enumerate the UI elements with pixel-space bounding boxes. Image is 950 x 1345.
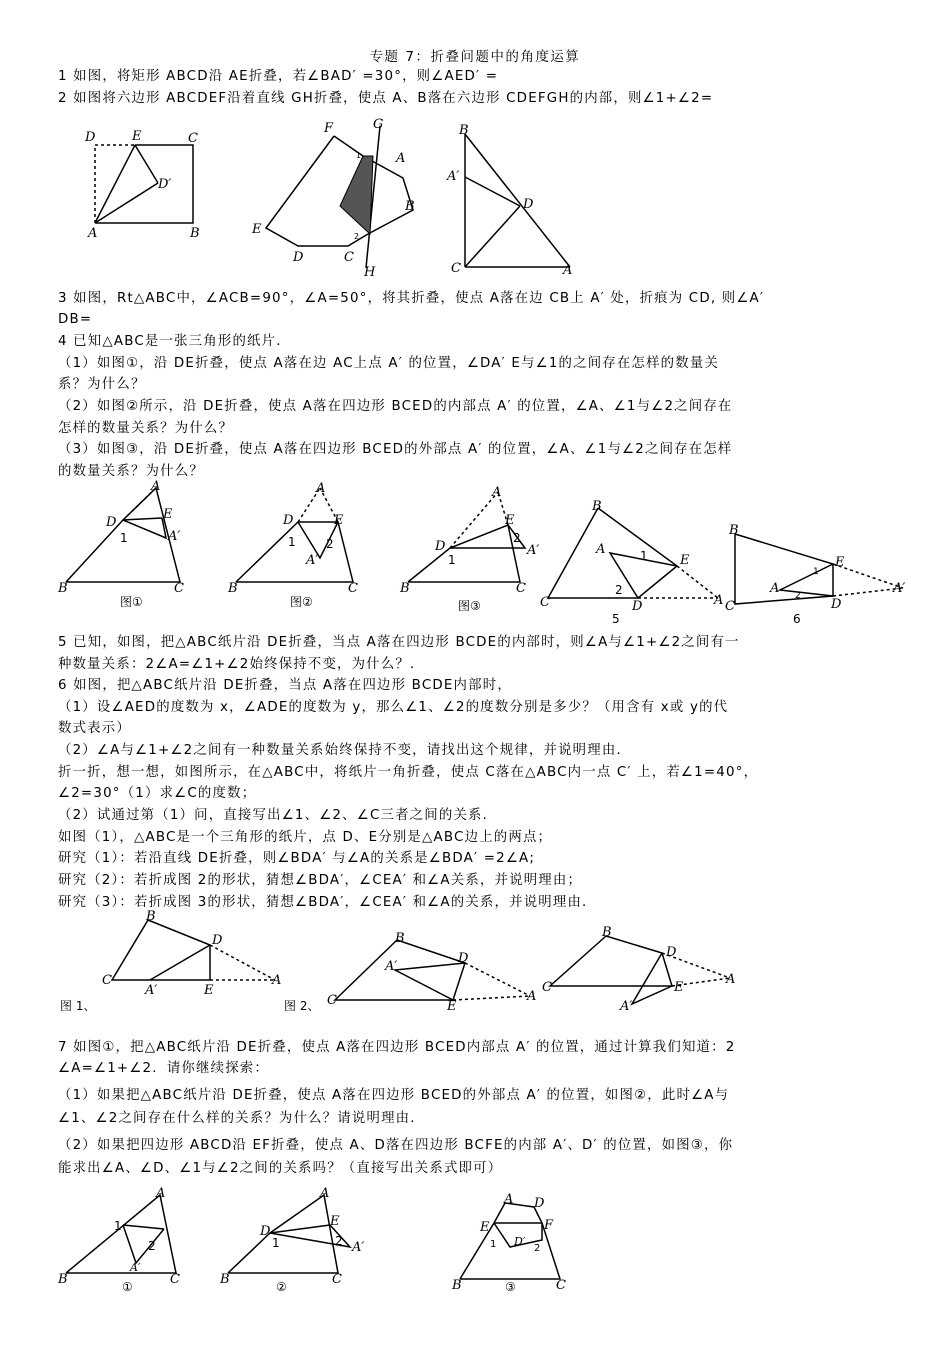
paragraph-research-2: 研究（2）：若折成图 2的形状，猜想∠BDA′，∠CEA′ 和∠A关系，并说明理由； (58, 873, 583, 888)
svg-text:1: 1 (114, 1219, 122, 1233)
svg-text:A′: A′ (527, 543, 540, 558)
svg-text:2: 2 (513, 531, 521, 545)
caption-tu-1: 图 1、 (60, 999, 96, 1013)
paragraph-fold-3: （2）试通过第（1）问，直接写出∠1、∠2、∠C三者之间的关系． (58, 808, 498, 823)
svg-text:C: C (451, 261, 461, 276)
svg-text:D′: D′ (514, 1235, 526, 1248)
caption-tu-2: 图 2、 (284, 999, 320, 1013)
figure-tu-2 (325, 930, 545, 1014)
svg-text:A: A (151, 479, 161, 494)
question-4-2-line-1: （2）如图②所示，沿 DE折叠，使点 A落在四边形 BCED的内部点 A′ 的位置，∠A、∠1与∠2之间存在 (58, 399, 733, 414)
svg-text:A: A (504, 1192, 514, 1207)
caption-fig-1: 图① (120, 595, 143, 609)
svg-text:1: 1 (288, 535, 296, 549)
svg-text:A: A (396, 151, 406, 166)
svg-text:A′: A′ (168, 529, 181, 544)
svg-text:C: C (542, 980, 552, 995)
svg-text:D: D (831, 597, 842, 612)
svg-text:A′: A′ (447, 169, 460, 184)
question-4-3-line-1: （3）如图③，沿 DE折叠，使点 A落在四边形 BCED的外部点 A′ 的位置，∠A、∠1与∠2之间存在怎样 (58, 442, 733, 457)
svg-text:A′: A′ (893, 581, 906, 596)
svg-text:E: E (204, 983, 214, 998)
svg-text:A: A (563, 263, 573, 278)
question-5-line-2: 种数量关系：2∠A=∠1+∠2始终保持不变，为什么？． (58, 657, 425, 672)
svg-text:C: C (174, 581, 184, 596)
question-6-2: （2）∠A与∠1+∠2之间有一种数量关系始终保持不变，请找出这个规律，并说明理由． (58, 743, 632, 758)
svg-text:E: E (334, 513, 344, 528)
paragraph-research-3: 研究（3）：若折成图 3的形状，猜想∠BDA′，∠CEA′ 和∠A的关系，并说明理由． (58, 895, 597, 910)
svg-text:B: B (220, 1272, 230, 1287)
svg-text:D: D (260, 1224, 271, 1239)
svg-text:A: A (320, 1186, 330, 1201)
question-3-line-2: DB= (58, 312, 93, 327)
svg-text:C: C (348, 581, 358, 596)
svg-text:B: B (452, 1278, 462, 1293)
paragraph-fold-2: ∠2=30°（1）求∠C的度数； (58, 786, 257, 801)
svg-text:A′: A′ (145, 983, 158, 998)
svg-text:D: D (283, 513, 294, 528)
svg-text:A′: A′ (352, 1240, 365, 1255)
svg-text:1: 1 (490, 1239, 497, 1250)
paragraph-fold-4: 如图（1），△ABC是一个三角形的纸片，点 D、E分别是△ABC边上的两点； (58, 830, 553, 845)
caption-7-2: ② (276, 1280, 287, 1294)
svg-text:1: 1 (813, 567, 819, 577)
figure-right-triangle-fold (445, 122, 580, 277)
page-title: 专题 7：折叠问题中的角度运算 (369, 50, 581, 65)
svg-text:B: B (190, 226, 200, 241)
question-4-1-line-2: 系？为什么？ (58, 377, 146, 392)
svg-text:A: A (156, 1186, 166, 1201)
question-2: 2 如图将六边形 ABCDEF沿着直线 GH折叠，使点 A、B落在六边形 CDEFGH的内部，则∠1+∠2= (58, 91, 714, 106)
svg-text:E: E (480, 1220, 490, 1235)
svg-text:D: D (293, 250, 304, 265)
svg-text:2: 2 (534, 1243, 541, 1254)
question-1: 1 如图，将矩形 ABCD沿 AE折叠，若∠BAD′ =30°，则∠AED′ = (58, 69, 499, 84)
svg-text:B: B (592, 499, 602, 514)
svg-text:G: G (373, 117, 384, 132)
svg-text:E: E (505, 513, 515, 528)
figure-tu-1 (100, 909, 285, 998)
caption-fig-5: 5 (612, 612, 620, 626)
paragraph-research-1: 研究（1）：若沿直线 DE折叠，则∠BDA′ 与∠A的关系是∠BDA′ =2∠A; (58, 851, 536, 866)
svg-text:B: B (58, 581, 68, 596)
svg-text:B: B (602, 925, 612, 940)
svg-text:B: B (405, 199, 415, 214)
svg-text:D′: D′ (158, 177, 172, 192)
svg-text:D: D (632, 599, 643, 614)
svg-text:C: C (102, 973, 112, 988)
svg-text:1: 1 (120, 531, 128, 545)
svg-text:C: C (725, 599, 735, 614)
svg-text:C: C (344, 250, 354, 265)
figure-4-1 (58, 480, 198, 600)
svg-text:C: C (170, 1272, 180, 1287)
question-4-1-line-1: （1）如图①，沿 DE折叠，使点 A落在边 AC上点 A′ 的位置，∠DA′ E与∠1的之间存在怎样的数量关 (58, 356, 720, 371)
figure-7-1 (58, 1185, 198, 1290)
svg-text:B: B (146, 909, 156, 924)
svg-text:2: 2 (326, 537, 334, 551)
question-6-1-line-1: （1）设∠AED的度数为 x，∠ADE的度数为 y，那么∠1、∠2的度数分别是多少？（用含有 x或 y的代 (58, 700, 729, 715)
question-5-line-1: 5 已知，如图，把△ABC纸片沿 DE折叠，当点 A落在四边形 BCDE的内部时，则∠A与∠1+∠2之间有一 (58, 635, 740, 650)
svg-text:E: E (680, 553, 690, 568)
svg-text:C: C (327, 993, 337, 1008)
svg-text:B: B (228, 581, 238, 596)
question-7-line-1: 7 如图①，把△ABC纸片沿 DE折叠，使点 A落在四边形 BCED内部点 A′ 的位置，通过计算我们知道：2 (58, 1040, 736, 1055)
question-7-2-line-1: （2）如果把四边形 ABCD沿 EF折叠，使点 A、D落在四边形 BCFE的内部 A′、D′ 的位置，如图③，你 (58, 1138, 734, 1153)
question-4-3-line-2: 的数量关系？为什么？ (58, 464, 204, 479)
svg-text:C: C (332, 1272, 342, 1287)
svg-text:A′: A′ (620, 999, 633, 1014)
svg-text:F: F (544, 1218, 554, 1233)
figure-4-3 (400, 480, 550, 600)
question-6: 6 如图，把△ABC纸片沿 DE折叠，当点 A落在四边形 BCDE内部时， (58, 678, 512, 693)
figure-7-2 (220, 1185, 375, 1290)
svg-text:A: A (492, 485, 502, 500)
svg-text:1: 1 (448, 553, 456, 567)
svg-text:E: E (163, 507, 173, 522)
svg-text:D: D (212, 933, 223, 948)
svg-text:1: 1 (272, 1236, 280, 1250)
svg-text:A: A (88, 226, 98, 241)
svg-text:A′: A′ (130, 1261, 141, 1274)
svg-text:A: A (596, 542, 606, 557)
svg-text:D: D (106, 515, 117, 530)
svg-text:E: E (330, 1214, 340, 1229)
svg-text:B: B (58, 1272, 68, 1287)
svg-text:2: 2 (148, 1239, 156, 1253)
svg-text:H: H (364, 265, 376, 280)
figure-6 (725, 522, 910, 612)
figure-hexagon-fold (248, 118, 428, 278)
svg-text:E: E (674, 980, 684, 995)
question-4-2-line-2: 怎样的数量关系？为什么？ (58, 421, 234, 436)
svg-text:1: 1 (356, 151, 362, 160)
svg-text:D: D (435, 539, 446, 554)
svg-text:A: A (272, 973, 282, 988)
svg-text:F: F (324, 121, 334, 136)
svg-text:D: D (523, 197, 534, 212)
svg-text:B: B (395, 931, 405, 946)
figure-tu-3 (540, 925, 740, 1014)
caption-7-1: ① (122, 1280, 133, 1294)
figure-rectangle-fold (80, 125, 220, 245)
svg-text:B: B (400, 581, 410, 596)
svg-text:D: D (534, 1196, 545, 1211)
question-7-line-2: ∠A=∠1+∠2．请你继续探索： (58, 1061, 269, 1076)
caption-7-3: ③ (505, 1280, 516, 1294)
paragraph-fold-1: 折一折，想一想，如图所示，在△ABC中，将纸片一角折叠，使点 C落在△ABC内一点 C′ 上，若∠1=40°， (58, 765, 759, 780)
svg-text:C: C (188, 131, 198, 146)
svg-text:A: A (714, 593, 724, 608)
svg-text:A: A (527, 989, 537, 1004)
question-6-1-line-2: 数式表示） (58, 721, 131, 736)
caption-fig-3: 图③ (458, 599, 481, 613)
svg-text:A′: A′ (385, 959, 398, 974)
svg-text:C: C (556, 1278, 566, 1293)
svg-text:E: E (447, 999, 457, 1014)
svg-text:D: D (666, 945, 677, 960)
svg-text:C: C (540, 595, 550, 610)
svg-text:A: A (770, 581, 780, 596)
svg-text:E: E (132, 129, 142, 144)
question-7-1-line-1: （1）如果把△ABC纸片沿 DE折叠，使点 A落在四边形 BCED的外部点 A′ 的位置，如图②，此时∠A与 (58, 1088, 730, 1103)
svg-text:C: C (516, 581, 526, 596)
svg-text:B: B (729, 523, 739, 538)
figure-5 (540, 498, 730, 613)
svg-text:D: D (85, 130, 96, 145)
question-7-1-line-2: ∠1、∠2之间存在什么样的关系？为什么？请说明理由． (58, 1111, 425, 1126)
svg-text:2: 2 (615, 583, 623, 597)
question-4: 4 已知△ABC是一张三角形的纸片． (58, 334, 291, 349)
svg-text:A: A (316, 481, 326, 496)
svg-text:1: 1 (640, 549, 648, 563)
question-3-line-1: 3 如图，Rt△ABC中，∠ACB=90°，∠A=50°，将其折叠，使点 A落在边 CB上 A′ 处，折痕为 CD, 则∠A′ (58, 291, 765, 306)
svg-text:A: A (726, 972, 736, 987)
svg-text:2: 2 (795, 591, 801, 601)
caption-fig-6: 6 (793, 612, 801, 626)
svg-text:E: E (252, 222, 262, 237)
svg-text:E: E (835, 555, 845, 570)
svg-text:D: D (458, 951, 469, 966)
svg-text:B: B (459, 123, 469, 138)
figure-4-2 (228, 480, 368, 600)
svg-text:2: 2 (354, 232, 360, 241)
svg-text:2: 2 (335, 1234, 343, 1248)
question-7-2-line-2: 能求出∠A、∠D、∠1与∠2之间的关系吗？（直接写出关系式即可） (58, 1161, 503, 1176)
svg-text:A′: A′ (306, 553, 319, 568)
caption-fig-2: 图② (290, 595, 313, 609)
